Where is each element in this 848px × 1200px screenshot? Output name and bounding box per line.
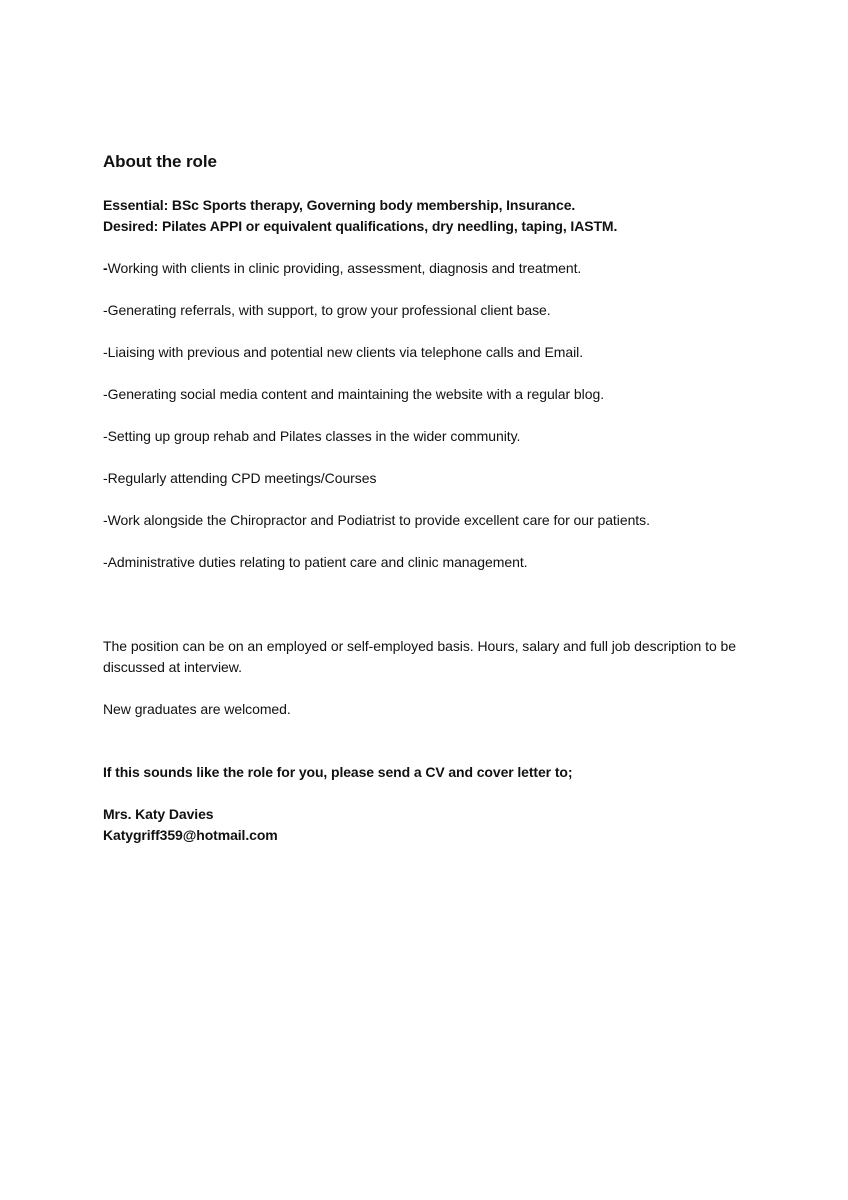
duty-item [103, 510, 793, 531]
graduates-paragraph: New graduates are welcomed. [103, 701, 291, 717]
duty-dash: - [103, 260, 108, 276]
contact-name: Mrs. Katy Davies [103, 806, 214, 822]
section-heading: About the role [103, 152, 217, 171]
duty-item [103, 342, 793, 363]
requirements-block [103, 195, 793, 237]
duty-item [103, 426, 793, 447]
duty-text: Working with clients in clinic providing, assessment, diagnosis and treatment. [107, 260, 582, 276]
duty-dash: - [103, 554, 108, 570]
section-spacer [103, 741, 793, 762]
duty-dash: - [103, 512, 108, 528]
document-content [103, 150, 793, 846]
position-paragraph: The position can be on an employed or self-employed basis. Hours, salary and full job description to be discussed at interview. [103, 638, 736, 675]
duty-dash: - [103, 386, 108, 402]
duty-dash: - [103, 344, 108, 360]
duty-text: Administrative duties relating to patient care and clinic management. [107, 554, 528, 570]
duty-text: Generating referrals, with support, to grow your professional client base. [107, 302, 551, 318]
duty-item [103, 552, 793, 573]
duty-text: Setting up group rehab and Pilates classes in the wider community. [107, 428, 521, 444]
contact-block [103, 804, 793, 846]
duty-item [103, 384, 793, 405]
duties-list [103, 258, 793, 573]
essential-requirements: Essential: BSc Sports therapy, Governing body membership, Insurance. [103, 197, 576, 213]
duty-item [103, 258, 793, 279]
contact-email[interactable]: Katygriff359@hotmail.com [103, 827, 278, 843]
duty-text: Liaising with previous and potential new clients via telephone calls and Email. [107, 344, 584, 360]
duty-item [103, 468, 793, 489]
duty-dash: - [103, 302, 108, 318]
section-spacer [103, 594, 793, 636]
duty-dash: - [103, 470, 108, 486]
duty-item [103, 300, 793, 321]
call-to-action: If this sounds like the role for you, please send a CV and cover letter to; [103, 764, 573, 780]
desired-requirements: Desired: Pilates APPI or equivalent qualifications, dry needling, taping, IASTM. [103, 218, 618, 234]
duty-text: Generating social media content and maintaining the website with a regular blog. [107, 386, 605, 402]
duty-dash: - [103, 428, 108, 444]
duty-text: Work alongside the Chiropractor and Podiatrist to provide excellent care for our patients. [107, 512, 650, 528]
duty-text: Regularly attending CPD meetings/Courses [107, 470, 377, 486]
